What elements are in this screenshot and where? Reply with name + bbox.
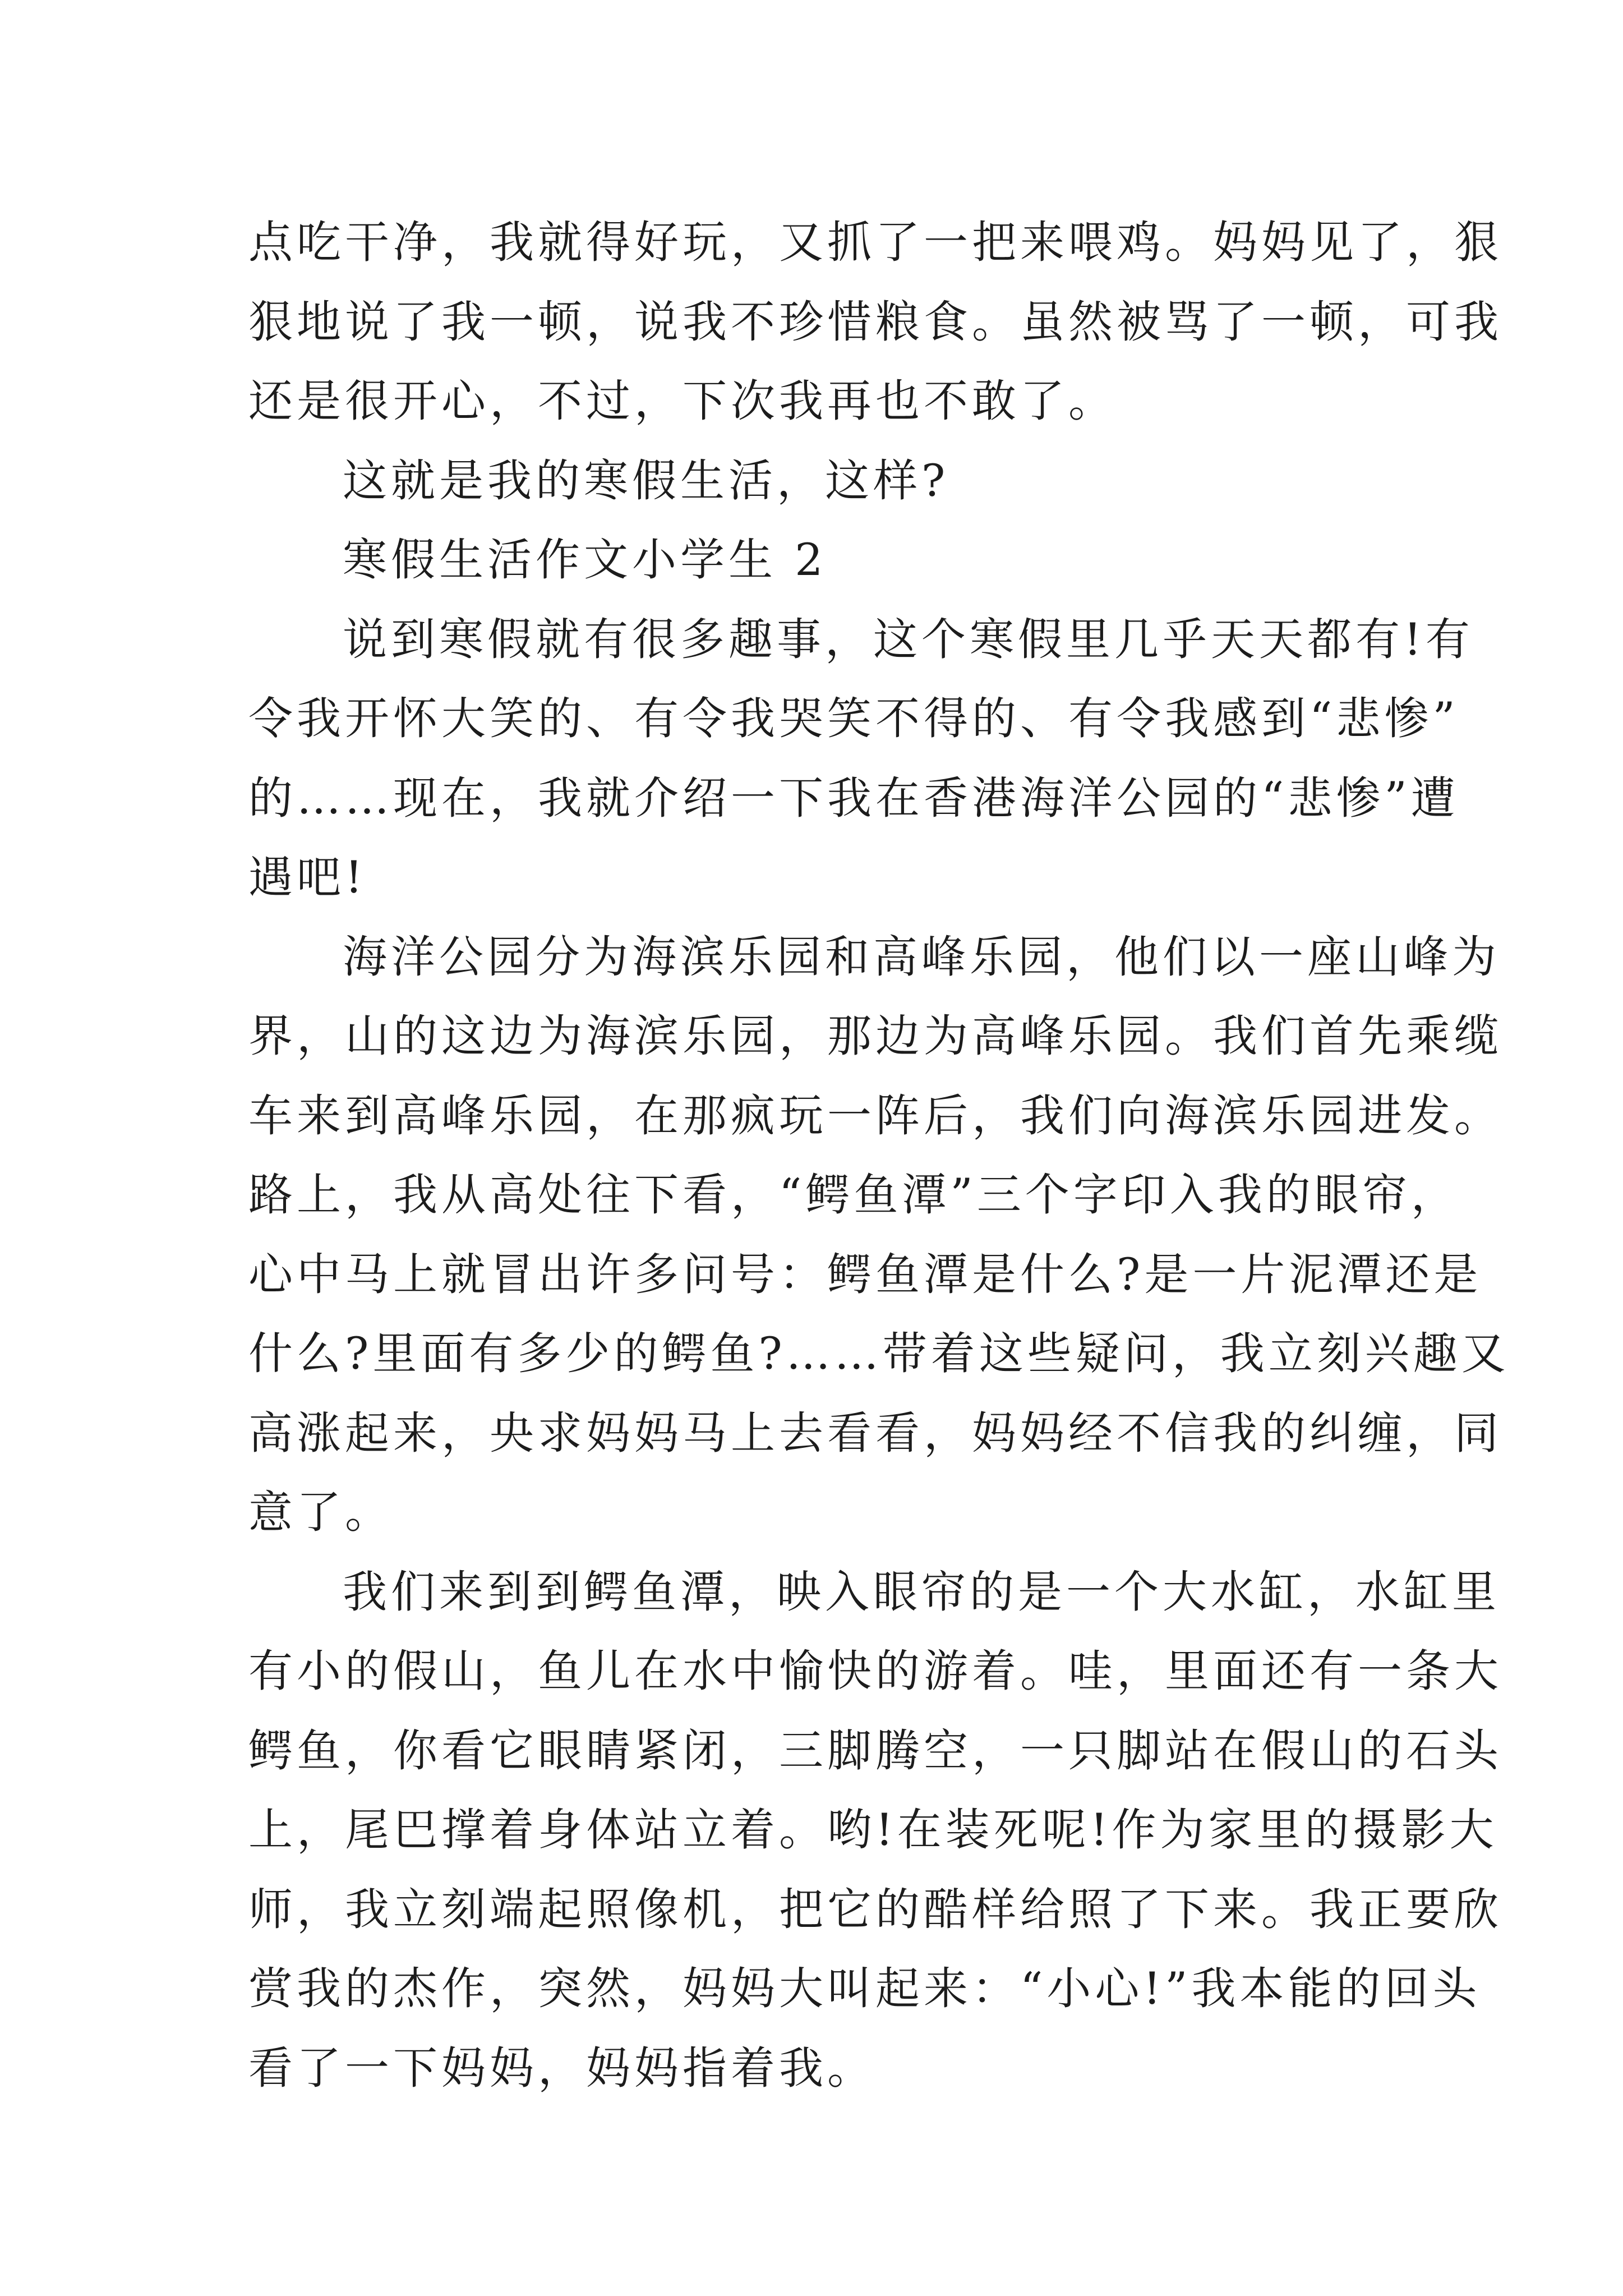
text-line: 这就是我的寒假生活，这样? <box>343 454 949 507</box>
text-line: 上，尾巴撑着身体站立着。哟!在装死呢!作为家里的摄影大 <box>248 1804 1498 1856</box>
text-line: 什么?里面有多少的鳄鱼?……带着这些疑问，我立刻兴趣又 <box>248 1328 1510 1379</box>
text-line: 界，山的这边为海滨乐园，那边为高峰乐园。我们首先乘缆 <box>248 1010 1502 1062</box>
text-line: 点吃干净，我就得好玩，又抓了一把来喂鸡。妈妈见了，狠 <box>248 217 1502 268</box>
text-line: 遇吧! <box>248 852 367 903</box>
text-line: 海洋公园分为海滨乐园和高峰乐园，他们以一座山峰为 <box>343 931 1500 983</box>
text-line: 令我开怀大笑的、有令我哭笑不得的、有令我感到“悲惨” <box>248 693 1459 744</box>
text-line: 的……现在，我就介绍一下我在香港海洋公园的“悲惨”遭 <box>248 772 1459 824</box>
text-line: 路上，我从高处往下看，“鳄鱼潭”三个字印入我的眼帘， <box>248 1169 1459 1221</box>
text-line: 车来到高峰乐园，在那疯玩一阵后，我们向海滨乐园进发。 <box>248 1089 1502 1142</box>
text-line: 说到寒假就有很多趣事，这个寒假里几乎天天都有!有 <box>343 613 1474 665</box>
text-line: 狠地说了我一顿，说我不珍惜粮食。虽然被骂了一顿，可我 <box>248 296 1502 348</box>
text-line: 意了。 <box>248 1487 393 1538</box>
document-body <box>248 203 1510 2108</box>
text-line: 师，我立刻端起照像机，把它的酷样给照了下来。我正要欣 <box>248 1883 1502 1935</box>
text-line: 看了一下妈妈，妈妈指着我。 <box>248 2042 875 2094</box>
text-line: 我们来到到鳄鱼潭，映入眼帘的是一个大水缸，水缸里 <box>343 1566 1500 1618</box>
text-line: 心中马上就冒出许多问号：鳄鱼潭是什么?是一片泥潭还是 <box>248 1248 1482 1300</box>
text-line: 赏我的杰作，突然，妈妈大叫起来：“小心!”我本能的回头 <box>248 1963 1481 2014</box>
section-heading: 寒假生活作文小学生 2 <box>343 534 827 586</box>
text-line: 还是很开心，不过，下次我再也不敢了。 <box>248 375 1117 427</box>
text-line: 有小的假山，鱼儿在水中愉快的游着。哇，里面还有一条大 <box>248 1645 1502 1697</box>
text-line: 高涨起来，央求妈妈马上去看看，妈妈经不信我的纠缠，同 <box>248 1407 1502 1459</box>
text-line: 鳄鱼，你看它眼睛紧闭，三脚腾空，一只脚站在假山的石头 <box>248 1724 1502 1777</box>
